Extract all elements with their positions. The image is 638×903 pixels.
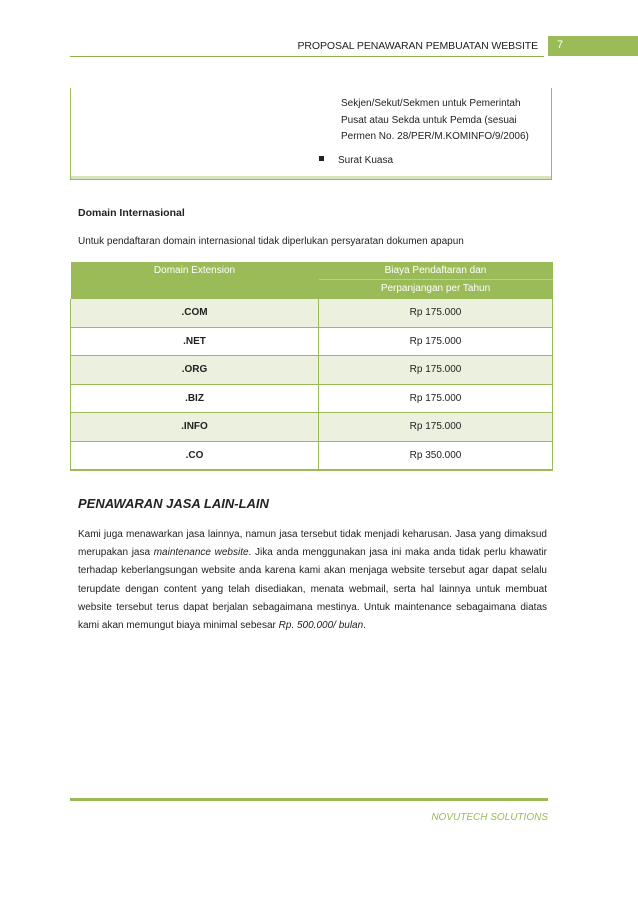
domain-price-cell: Rp 350.000 xyxy=(319,441,553,470)
table-bottom-band xyxy=(71,176,551,179)
section-title-offer: PENAWARAN JASA LAIN-LAIN xyxy=(78,496,269,511)
offer-emphasis-maintenance: maintenance website xyxy=(153,547,249,559)
square-bullet-icon xyxy=(319,156,324,161)
domain-price-cell: Rp 175.000 xyxy=(319,356,553,385)
offer-emphasis-price: Rp. 500.000/ bulan xyxy=(278,620,364,632)
table-row xyxy=(71,327,553,356)
domain-extension-cell: .NET xyxy=(71,327,319,356)
domain-price-cell: Rp 175.000 xyxy=(319,384,553,413)
table-row xyxy=(71,441,553,470)
domain-extension-cell: .CO xyxy=(71,441,319,470)
offer-text-3: . xyxy=(363,620,366,632)
domain-extension-cell: .BIZ xyxy=(71,384,319,413)
requirements-table-fragment xyxy=(70,88,552,180)
footer-company: NOVUTECH SOLUTIONS xyxy=(431,812,548,823)
header-rule xyxy=(70,56,544,57)
section-intro: Untuk pendaftaran domain internasional tidak diperlukan persyaratan dokumen apapun xyxy=(78,236,464,247)
page-number: 7 xyxy=(557,39,564,51)
domain-extension-cell: .ORG xyxy=(71,356,319,385)
domain-extension-cell: .INFO xyxy=(71,413,319,442)
offer-text-2: . Jika anda menggunakan jasa ini maka anda tidak perlu khawatir terhadap keberlangsungan website anda karena kami akan menjaga website tersebut agar dapat selalu terupdate dengan content yang telah disediakan, menata webmail, serta hal lainnya untuk membuat website tersebut terus dapat berjalan sebagaimana mestinya. Untuk maintenance sebagaimana diatas kami akan memungut biaya minimal sebesar xyxy=(78,547,548,632)
column-header-price-line-2: Perpanjangan per Tahun xyxy=(319,279,553,297)
offer-paragraph xyxy=(78,526,547,635)
footer-rule xyxy=(70,798,548,801)
requirements-line-1: Sekjen/Sekut/Sekmen untuk Pemerintah xyxy=(341,98,521,109)
requirements-line-2: Pusat atau Sekda untuk Pemda (sesuai xyxy=(341,114,517,126)
requirements-line-3: Permen No. 28/PER/M.KOMINFO/9/2006) xyxy=(341,131,529,142)
column-header-extension: Domain Extension xyxy=(71,262,319,299)
header-title: PROPOSAL PENAWARAN PEMBUATAN WEBSITE xyxy=(297,40,538,52)
domain-extension-cell: .COM xyxy=(71,299,319,327)
page-number-box xyxy=(548,36,638,56)
table-header-row xyxy=(71,262,553,299)
table-row xyxy=(71,356,553,385)
domain-price-cell: Rp 175.000 xyxy=(319,327,553,356)
offer-text-1: Kami juga menawarkan jasa lainnya, namun jasa tersebut tidak menjadi keharusan. Jasa yang dimaksud merupakan jasa xyxy=(78,529,547,559)
section-title-domain: Domain Internasional xyxy=(78,207,185,219)
table-row xyxy=(71,413,553,442)
domain-price-cell: Rp 175.000 xyxy=(319,299,553,327)
column-header-price-line-1: Biaya Pendaftaran dan xyxy=(384,265,487,276)
requirements-text xyxy=(341,96,546,146)
table-row xyxy=(71,299,553,327)
domain-price-cell: Rp 175.000 xyxy=(319,413,553,442)
requirements-bullet xyxy=(319,154,393,168)
table-row xyxy=(71,384,553,413)
column-header-price xyxy=(319,262,553,299)
domain-price-table xyxy=(70,262,553,471)
requirements-bullet-text: Surat Kuasa xyxy=(338,155,394,166)
